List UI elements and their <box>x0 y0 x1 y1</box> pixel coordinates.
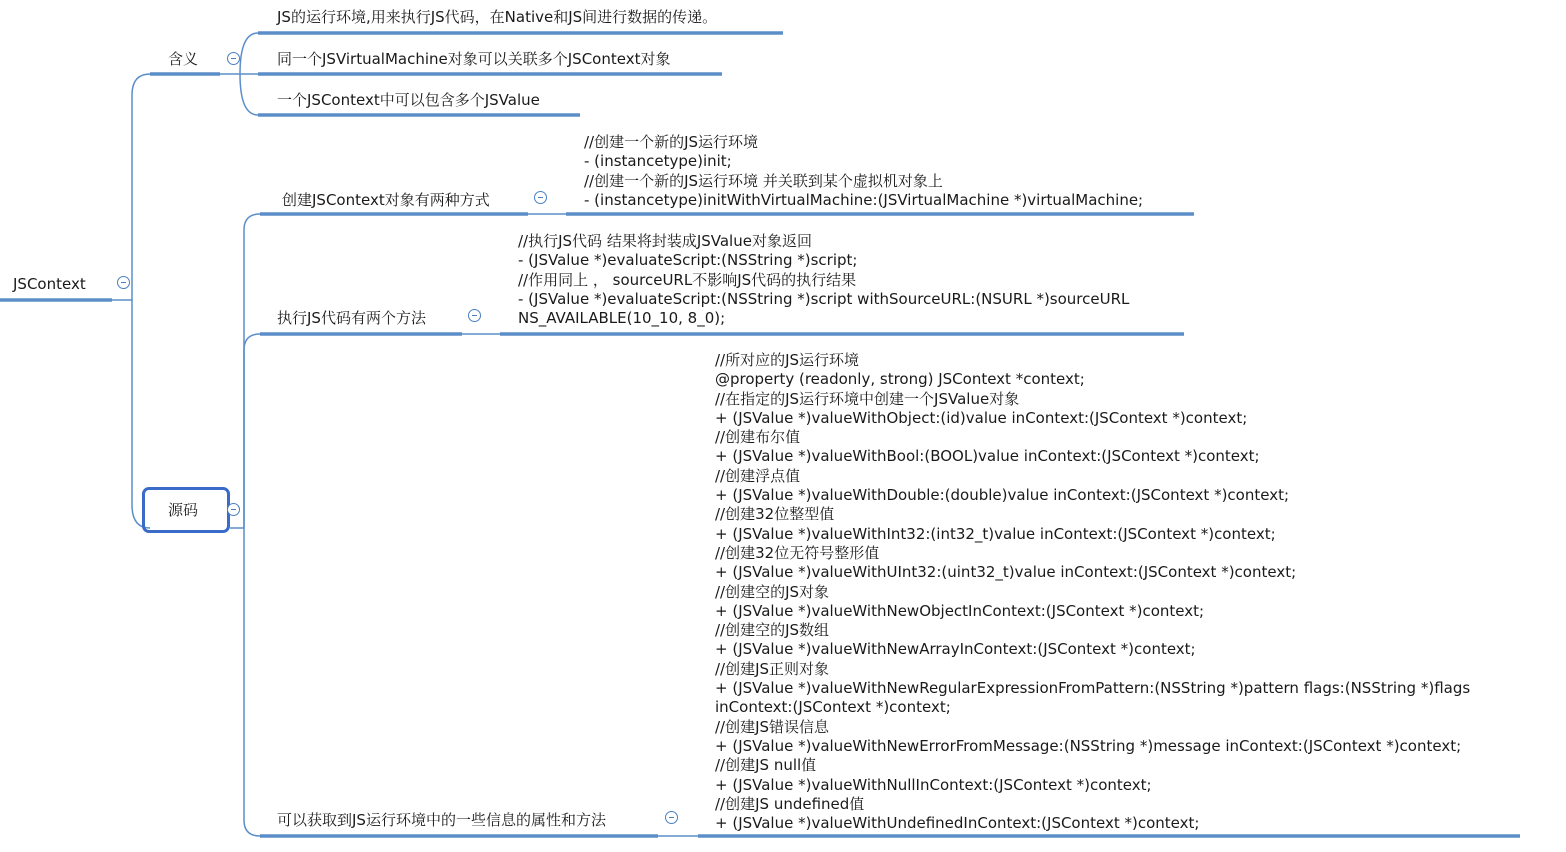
create-node-label[interactable]: 创建JSContext对象有两种方式 <box>282 191 490 209</box>
collapse-create-icon[interactable] <box>534 191 547 204</box>
collapse-root-icon[interactable] <box>117 276 130 289</box>
collapse-source-icon[interactable] <box>227 503 240 516</box>
info-code-block[interactable]: //所对应的JS运行环境 @property (readonly, strong) JSContext *context; //在指定的JS运行环境中创建一个JSValue对象 + (JSValue *)valueWithObject:(id)value inContext:(JSContext *)context; //创建布尔值 + (JSValue *)valueWithBool:(BOOL)value inContext:(JSContext *)context; //创建浮点值 + (JSValue *)valueWithDouble:(double)value inContext:(JSContext *)context; //创建32位整型值 + (JSValue *)valueWithInt32:(int32_t)value inContext:(JSContext *)context; //创建32位无符号整形值 + (JSValue *)valueWithUInt32:(uint32_t)value inContext:(JSContext *)context; //创建空的JS对象 + (JSValue *)valueWithNewObjectInContext:(JSContext *)context; //创建空的JS数组 + (JSValue *)valueWithNewArrayInContext:(JSContext *)context; //创建JS正则对象 + (JSValue *)valueWithNewRegularExpressionFromPattern:(NSString *)pattern flags:(NSString *)flags inContext:(JSContext *)context; //创建JS错误信息 + (JSValue *)valueWithNewErrorFromMessage:(NSString *)message inContext:(JSContext *)context; //创建JS null值 + (JSValue *)valueWithNullInContext:(JSContext *)context; //创建JS undefined值 + (JSValue *)valueWithUndefinedInContext:(JSContext *)context; <box>715 351 1471 833</box>
meaning-item-3[interactable]: 一个JSContext中可以包含多个JSValue <box>277 91 540 109</box>
root-node-label[interactable]: JSContext <box>13 275 86 293</box>
collapse-evaluate-icon[interactable] <box>468 309 481 322</box>
evaluate-code-block[interactable]: //执行JS代码 结果将封装成JSValue对象返回 - (JSValue *)evaluateScript:(NSString *)script; //作用同上 ， sourceURL不影响JS代码的执行结果 - (JSValue *)evaluateScript:(NSString *)script withSourceURL:(NSURL *)sourceURL NS_AVAILABLE(10_10, 8_0); <box>518 232 1130 328</box>
meaning-node-label[interactable]: 含义 <box>168 50 199 68</box>
source-node-label[interactable]: 源码 <box>168 501 199 519</box>
meaning-item-2[interactable]: 同一个JSVirtualMachine对象可以关联多个JSContext对象 <box>277 50 671 68</box>
evaluate-node-label[interactable]: 执行JS代码有两个方法 <box>277 309 426 327</box>
create-code-block[interactable]: //创建一个新的JS运行环境 - (instancetype)init; //创建一个新的JS运行环境 并关联到某个虚拟机对象上 - (instancetype)initWithVirtualMachine:(JSVirtualMachine *)virtualMachine; <box>584 133 1144 209</box>
collapse-info-icon[interactable] <box>665 811 678 824</box>
meaning-item-1[interactable]: JS的运行环境,用来执行JS代码，在Native和JS间进行数据的传递。 <box>277 8 718 26</box>
collapse-meaning-icon[interactable] <box>227 52 240 65</box>
info-node-label[interactable]: 可以获取到JS运行环境中的一些信息的属性和方法 <box>277 811 606 829</box>
